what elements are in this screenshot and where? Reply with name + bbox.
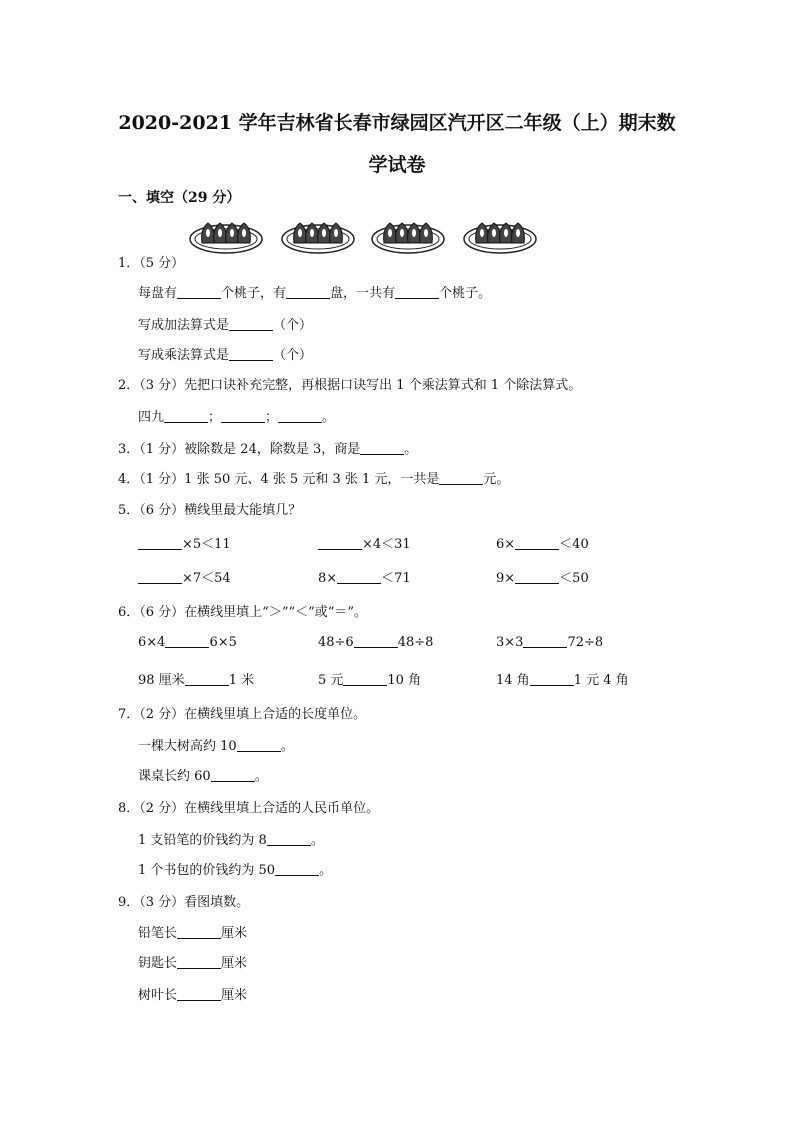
answer-blank[interactable] <box>343 673 387 686</box>
answer-blank[interactable] <box>138 537 182 550</box>
q5-item: ×5＜11 <box>138 533 231 552</box>
answer-blank[interactable] <box>138 571 182 584</box>
q8-line1: 1 支铅笔的价钱约为 8 。 <box>138 833 324 848</box>
q9-line1: 铅笔长 厘米 <box>138 926 248 941</box>
q1-heading: 1．（5 分） <box>118 256 185 271</box>
peach-plates-illustration <box>188 215 538 257</box>
q1-line1: 每盘有 个桃子，有 盘，一共有 个桃子。 <box>138 286 492 301</box>
answer-blank[interactable] <box>237 739 281 752</box>
q5-item: ×4＜31 <box>318 533 411 552</box>
section-heading-fill-blank: 一、填空（29 分） <box>118 190 241 206</box>
answer-blank[interactable] <box>177 956 221 969</box>
answer-blank[interactable] <box>439 472 483 485</box>
plate-1 <box>190 223 262 253</box>
answer-blank[interactable] <box>177 988 221 1001</box>
answer-blank[interactable] <box>177 926 221 939</box>
answer-blank[interactable] <box>177 286 221 299</box>
answer-blank[interactable] <box>360 442 404 455</box>
answer-blank[interactable] <box>515 571 559 584</box>
q6-item: 5 元 10 角 <box>318 673 422 688</box>
answer-blank[interactable] <box>523 635 567 648</box>
answer-blank[interactable] <box>211 769 255 782</box>
answer-blank[interactable] <box>530 673 574 686</box>
q3-line: 3．（1 分）被除数是 24，除数是 3，商是 。 <box>118 442 418 457</box>
answer-blank[interactable] <box>165 635 209 648</box>
q7-heading: 7．（2 分）在横线里填上合适的长度单位。 <box>118 707 367 722</box>
q8-heading: 8．（2 分）在横线里填上合适的人民币单位。 <box>118 801 380 816</box>
q2-heading: 2．（3 分）先把口诀补充完整，再根据口诀写出 1 个乘法算式和 1 个除法算式。 <box>118 378 582 393</box>
q6-item: 98 厘米 1 米 <box>138 673 255 688</box>
answer-blank[interactable] <box>337 571 381 584</box>
q6-heading: 6．（6 分）在横线里填上“＞”“＜”或“＝”。 <box>118 605 368 620</box>
answer-blank[interactable] <box>278 410 322 423</box>
q7-line2: 课桌长约 60 。 <box>138 769 268 784</box>
answer-blank[interactable] <box>354 635 398 648</box>
answer-blank[interactable] <box>267 833 311 846</box>
answer-blank[interactable] <box>229 318 273 331</box>
q6-item: 14 角 1 元 4 角 <box>496 673 629 688</box>
answer-blank[interactable] <box>221 410 265 423</box>
q6-item: 3×3 72÷8 <box>496 635 604 650</box>
q4-line: 4．（1 分）1 张 50 元、4 张 5 元和 3 张 1 元，一共是 元。 <box>118 472 510 487</box>
plate-3 <box>372 223 444 253</box>
q1-line3: 写成乘法算式是 （个） <box>138 348 313 363</box>
answer-blank[interactable] <box>515 537 559 550</box>
q5-item: 9× ＜50 <box>496 571 589 586</box>
paper-title-line2: 学试卷 <box>368 154 426 176</box>
plate-4 <box>464 223 536 253</box>
paper-title-line1: 2020-2021 学年吉林省长春市绿园区汽开区二年级（上）期末数 <box>118 112 676 134</box>
q5-item: 8× ＜71 <box>318 571 411 586</box>
q9-line3: 树叶长 厘米 <box>138 988 248 1003</box>
answer-blank[interactable] <box>275 863 319 876</box>
q5-item: 6× ＜40 <box>496 537 589 552</box>
q5-item: ×7＜54 <box>138 567 231 586</box>
q1-line2: 写成加法算式是 （个） <box>138 318 313 333</box>
plate-2 <box>282 223 354 253</box>
answer-blank[interactable] <box>164 410 208 423</box>
answer-blank[interactable] <box>395 286 439 299</box>
answer-blank[interactable] <box>286 286 330 299</box>
q8-line2: 1 个书包的价钱约为 50 。 <box>138 863 333 878</box>
q6-item: 48÷6 48÷8 <box>318 635 434 650</box>
q9-line2: 钥匙长 厘米 <box>138 956 248 971</box>
q5-heading: 5．（6 分）横线里最大能填几？ <box>118 503 302 518</box>
answer-blank[interactable] <box>318 537 362 550</box>
answer-blank[interactable] <box>229 348 273 361</box>
q9-heading: 9．（3 分）看图填数。 <box>118 895 250 910</box>
q2-line1: 四九 ； ； 。 <box>138 410 336 425</box>
answer-blank[interactable] <box>185 673 229 686</box>
q7-line1: 一棵大树高约 10 。 <box>138 739 294 754</box>
q6-item: 6×4 6×5 <box>138 635 237 650</box>
